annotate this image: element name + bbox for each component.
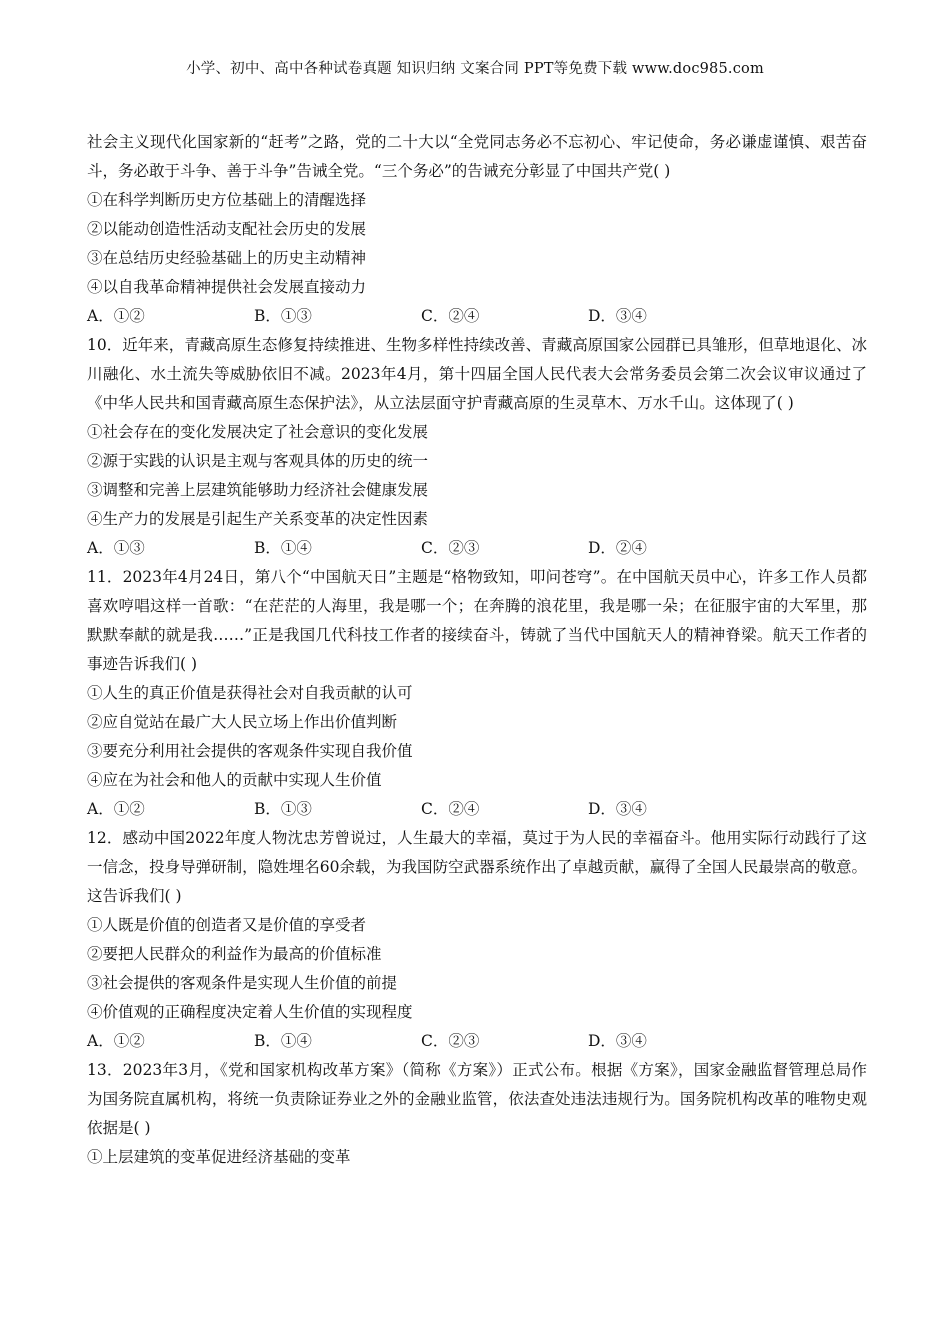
option-line: ③在总结历史经验基础上的历史主动精神 <box>87 249 367 267</box>
answer-d: D．③④ <box>588 307 647 325</box>
option-line: ①上层建筑的变革促进经济基础的变革 <box>87 1148 351 1166</box>
option-line: ④以自我革命精神提供社会发展直接动力 <box>87 278 367 296</box>
option-line: ②应自觉站在最广大人民立场上作出价值判断 <box>87 713 398 731</box>
option-line: ④生产力的发展是引起生产关系变革的决定性因素 <box>87 510 429 528</box>
question-11 <box>87 563 867 824</box>
option-line: ③社会提供的客观条件是实现人生价值的前提 <box>87 974 398 992</box>
option-line: ①社会存在的变化发展决定了社会意识的变化发展 <box>87 423 429 441</box>
question-stem: 10．近年来，青藏高原生态修复持续推进、生物多样性持续改善、青藏高原国家公园群已具雏形，但草地退化、冰川融化、水土流失等威胁依旧不减。2023年4月，第十四届全国人民代表大会常务委员会第二次会议审议通过了《中华人民共和国青藏高原生态保护法》，从立法层面守护青藏高原的生灵草木、万水千山。这体现了( ) <box>87 336 867 412</box>
answer-a: A．①② <box>87 1032 145 1050</box>
option-line: ①人既是价值的创造者又是价值的享受者 <box>87 916 367 934</box>
option-line: ②以能动创造性活动支配社会历史的发展 <box>87 220 367 238</box>
answer-d: D．②④ <box>588 539 647 557</box>
answer-b: B．①④ <box>254 1032 312 1050</box>
question-10 <box>87 331 867 563</box>
answer-b: B．①③ <box>254 800 312 818</box>
question-13 <box>87 1056 867 1172</box>
answer-choices <box>87 795 867 824</box>
answer-choices <box>87 1027 867 1056</box>
answer-a: A．①③ <box>87 539 145 557</box>
option-line: ①在科学判断历史方位基础上的清醒选择 <box>87 191 367 209</box>
document-body <box>87 128 867 1172</box>
answer-choices <box>87 534 867 563</box>
question-12 <box>87 824 867 1056</box>
question-stem: 社会主义现代化国家新的“赶考”之路，党的二十大以“全党同志务必不忘初心、牢记使命，务必谦虚谨慎、艰苦奋斗，务必敢于斗争、善于斗争”告诫全党。“三个务必”的告诫充分彰显了中国共产党( ) <box>87 133 867 180</box>
option-line: ④应在为社会和他人的贡献中实现人生价值 <box>87 771 382 789</box>
option-line: ①人生的真正价值是获得社会对自我贡献的认可 <box>87 684 413 702</box>
answer-d: D．③④ <box>588 800 647 818</box>
answer-choices <box>87 302 867 331</box>
answer-a: A．①② <box>87 307 145 325</box>
question-stem: 11．2023年4月24日，第八个“中国航天日”主题是“格物致知，叩问苍穹”。在中国航天员中心，许多工作人员都喜欢哼唱这样一首歌：“在茫茫的人海里，我是哪一个；在奔腾的浪花里，我是哪一朵；在征服宇宙的大军里，那默默奉献的就是我……”正是我国几代科技工作者的接续奋斗，铸就了当代中国航天人的精神脊梁。航天工作者的事迹告诉我们( ) <box>87 568 867 673</box>
question-stem: 13．2023年3月，《党和国家机构改革方案》（简称《方案》）正式公布。根据《方案》，国家金融监督管理总局作为国务院直属机构，将统一负责除证券业之外的金融业监管，依法查处违法违规行为。国务院机构改革的唯物史观依据是( ) <box>87 1061 867 1137</box>
answer-d: D．③④ <box>588 1032 647 1050</box>
page-header: 小学、初中、高中各种试卷真题 知识归纳 文案合同 PPT等免费下载 www.doc985.com <box>186 61 764 77</box>
answer-b: B．①④ <box>254 539 312 557</box>
answer-b: B．①③ <box>254 307 312 325</box>
option-line: ③调整和完善上层建筑能够助力经济社会健康发展 <box>87 481 429 499</box>
answer-c: C．②③ <box>421 539 480 557</box>
answer-a: A．①② <box>87 800 145 818</box>
option-line: ②源于实践的认识是主观与客观具体的历史的统一 <box>87 452 429 470</box>
option-line: ④价值观的正确程度决定着人生价值的实现程度 <box>87 1003 413 1021</box>
option-line: ③要充分利用社会提供的客观条件实现自我价值 <box>87 742 413 760</box>
answer-c: C．②④ <box>421 800 480 818</box>
answer-c: C．②③ <box>421 1032 480 1050</box>
option-line: ②要把人民群众的利益作为最高的价值标准 <box>87 945 382 963</box>
answer-c: C．②④ <box>421 307 480 325</box>
question-9 <box>87 128 867 331</box>
question-stem: 12．感动中国2022年度人物沈忠芳曾说过，人生最大的幸福，莫过于为人民的幸福奋斗。他用实际行动践行了这一信念，投身导弹研制，隐姓埋名60余载，为我国防空武器系统作出了卓越贡献，赢得了全国人民最崇高的敬意。这告诉我们( ) <box>87 829 867 905</box>
